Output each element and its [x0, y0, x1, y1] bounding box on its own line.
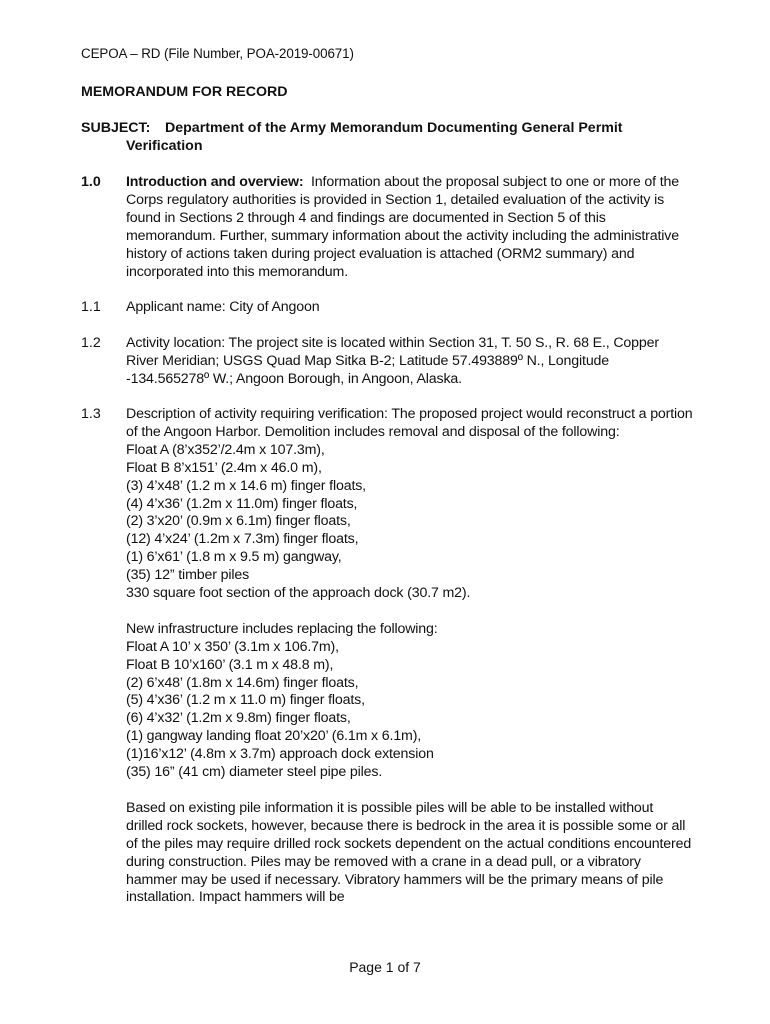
section-1-2 [81, 335, 701, 389]
section-number: 1.0 [81, 174, 101, 190]
list-item: (1) 6’x61’ (1.8 m x 9.5 m) gangway, [126, 549, 342, 566]
section-number: 1.2 [81, 335, 101, 351]
list-item: 330 square foot section of the approach dock (30.7 m2). [126, 585, 471, 602]
list-item: (6) 4’x32’ (1.2m x 9.8m) finger floats, [126, 710, 351, 727]
section-number: 1.3 [81, 406, 101, 422]
list-item: (12) 4’x24’ (1.2m x 7.3m) finger floats, [126, 531, 359, 548]
list-item: (2) 3’x20’ (0.9m x 6.1m) finger floats, [126, 513, 351, 530]
file-reference-header: CEPOA – RD (File Number, POA-2019-00671) [81, 46, 354, 61]
list-item: (3) 4’x48’ (1.2 m x 14.6 m) finger floats, [126, 477, 366, 494]
memo-title: MEMORANDUM FOR RECORD [81, 84, 288, 100]
demolition-list [126, 442, 693, 603]
section-intro: Description of activity requiring verification: The proposed project would reconstruct a portion of the Angoon Harbor. Demolition includes removal and disposal of the following: [126, 406, 693, 440]
section-number: 1.1 [81, 299, 101, 315]
subject-label: SUBJECT: [81, 120, 151, 136]
section-1-1 [81, 299, 701, 317]
section-text: Information about the proposal subject to one or more of the Corps regulatory authorities is provided in Section 1, detailed evaluation of the activity is found in Sections 2 through 4 and findings are documented in Section 5 of this memorandum. Further, summary information about the activity including the administrative history of actions taken during project evaluation is attached (ORM2 summary) and incorporated into this memorandum. [126, 174, 679, 280]
list-item: (35) 16” (41 cm) diameter steel pipe piles. [126, 764, 383, 781]
list-item: Float B 8’x151’ (2.4m x 46.0 m), [126, 459, 322, 476]
subject-text-line2: Verification [126, 137, 203, 154]
list-item: Float B 10’x160’ (3.1 m x 48.8 m), [126, 656, 334, 673]
pile-paragraph: Based on existing pile information it is possible piles will be able to be installed without drilled rock sockets, however, because there is bedrock in the area it is possible some or all of the piles may require drilled rock sockets dependent on the actual conditions encountered during construction. Piles may be removed with a crane in a dead pull, or a vibratory hammer may be used if necessary. Vibratory hammers will be the primary means of pile installation. Impact hammers will be [126, 799, 692, 906]
section-heading: Introduction and overview: [126, 174, 304, 190]
list-item: (4) 4’x36’ (1.2m x 11.0m) finger floats, [126, 495, 358, 512]
list-item: (1) gangway landing float 20’x20’ (6.1m x 6.1m), [126, 728, 422, 745]
list-item: (1)16’x12’ (4.8m x 3.7m) approach dock extension [126, 746, 434, 763]
section-1-3 [81, 406, 701, 907]
section-1-0 [81, 174, 701, 281]
list-item: (5) 4’x36’ (1.2 m x 11.0 m) finger floats, [126, 692, 365, 709]
list-item: (2) 6’x48’ (1.8m x 14.6m) finger floats, [126, 674, 359, 691]
new-infrastructure-intro: New infrastructure includes replacing the following: [126, 620, 438, 637]
subject-text-line1: Department of the Army Memorandum Documenting General Permit [165, 120, 623, 136]
list-item: (35) 12” timber piles [126, 567, 250, 584]
section-text: Applicant name: City of Angoon [126, 299, 320, 315]
list-item: Float A 10’ x 350’ (3.1m x 106.7m), [126, 638, 339, 655]
page-number: Page 1 of 7 [349, 959, 421, 975]
list-item: Float A (8’x352’/2.4m x 107.3m), [126, 441, 325, 458]
section-text: Activity location: The project site is located within Section 31, T. 50 S., R. 68 E., Copper River Meridian; USGS Quad Map Sitka B-2; Latitude 57.493889º N., Longitude -134.565278º W.; Angoon Borough, in Angoon, Alaska. [126, 335, 659, 387]
subject-block [81, 120, 701, 156]
new-infrastructure-list [126, 639, 693, 782]
